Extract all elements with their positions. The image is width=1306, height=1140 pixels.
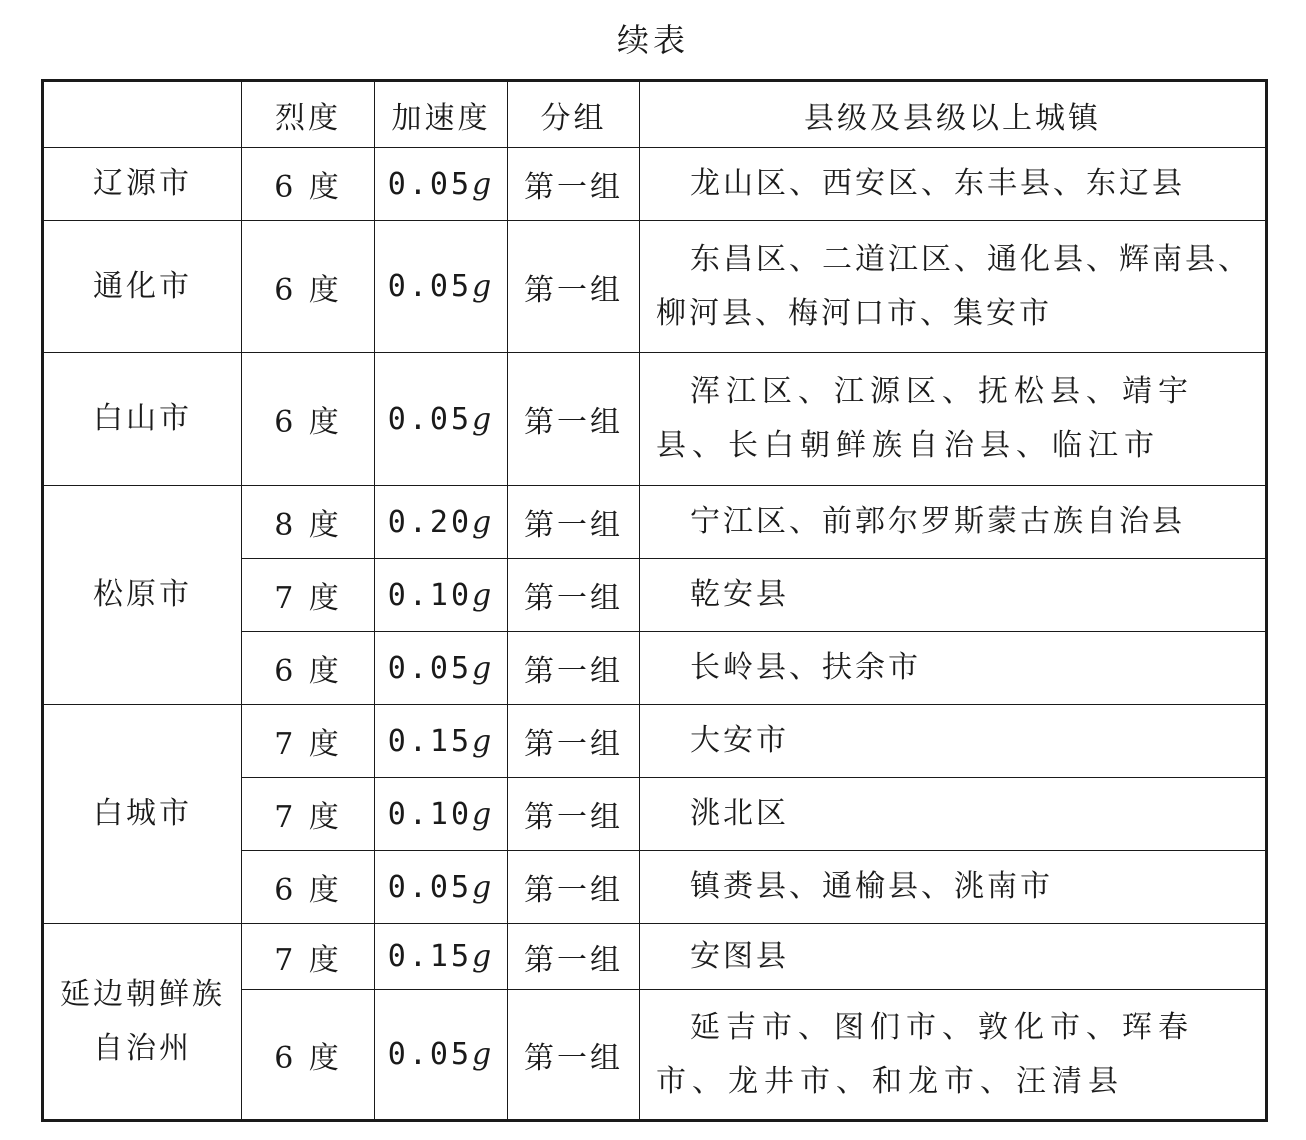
- group-cell: 第一组: [508, 705, 640, 778]
- acceleration-cell: [375, 632, 508, 705]
- group-cell: 第一组: [508, 353, 640, 486]
- accel-value: 0.05: [387, 401, 473, 437]
- city-cell: 辽源市: [43, 148, 242, 221]
- header-intensity: 烈度: [242, 81, 375, 148]
- table-title: 续表: [616, 21, 689, 59]
- group-cell: 第一组: [508, 221, 640, 353]
- towns-cell: 长岭县、扶余市: [640, 632, 1267, 705]
- header-acceleration: 加速度: [375, 81, 508, 148]
- intensity-cell: 7 度: [242, 559, 375, 632]
- intensity-cell: 6 度: [242, 851, 375, 924]
- intensity-cell: 6 度: [242, 353, 375, 486]
- accel-unit: g: [472, 166, 495, 202]
- acceleration-cell: [375, 705, 508, 778]
- accel-value: 0.05: [387, 650, 473, 686]
- acceleration-cell: [375, 221, 508, 353]
- towns-cell: 乾安县: [640, 559, 1267, 632]
- towns-cell: 镇赉县、通榆县、洮南市: [640, 851, 1267, 924]
- city-cell: 松原市: [43, 486, 242, 705]
- accel-value: 0.05: [387, 269, 473, 304]
- intensity-cell: 6 度: [242, 148, 375, 221]
- acceleration-cell: [375, 559, 508, 632]
- accel-value: 0.15: [387, 939, 473, 974]
- table-row: [43, 705, 1267, 778]
- accel-unit: g: [472, 401, 495, 437]
- acceleration-cell: [375, 148, 508, 221]
- towns-cell: 龙山区、西安区、东丰县、东辽县: [640, 148, 1267, 221]
- city-cell: 白城市: [43, 705, 242, 924]
- accel-unit: g: [472, 723, 495, 759]
- acceleration-cell: [375, 353, 508, 486]
- city-cell: 通化市: [43, 221, 242, 353]
- header-city: [43, 81, 242, 148]
- table-header-row: [43, 81, 1267, 148]
- accel-value: 0.10: [387, 796, 473, 832]
- accel-unit: g: [472, 1037, 495, 1072]
- header-towns: 县级及县级以上城镇: [640, 81, 1267, 148]
- accel-value: 0.05: [387, 869, 473, 905]
- accel-value: 0.05: [387, 1037, 473, 1072]
- group-cell: 第一组: [508, 778, 640, 851]
- table-row: [43, 486, 1267, 559]
- accel-value: 0.05: [387, 166, 473, 202]
- towns-cell: 宁江区、前郭尔罗斯蒙古族自治县: [640, 486, 1267, 559]
- accel-unit: g: [472, 577, 495, 613]
- acceleration-cell: [375, 924, 508, 990]
- group-cell: 第一组: [508, 632, 640, 705]
- table-row: [43, 924, 1267, 990]
- city-cell: 延边朝鲜族自治州: [43, 924, 242, 1121]
- table-row: [43, 221, 1267, 353]
- city-cell: 白山市: [43, 353, 242, 486]
- accel-value: 0.20: [387, 504, 473, 540]
- table-row: [43, 353, 1267, 486]
- accel-unit: g: [472, 796, 495, 832]
- header-group: 分组: [508, 81, 640, 148]
- group-cell: 第一组: [508, 486, 640, 559]
- accel-unit: g: [472, 650, 495, 686]
- towns-cell: 浑江区、江源区、抚松县、靖宇县、长白朝鲜族自治县、临江市: [640, 353, 1267, 486]
- accel-unit: g: [472, 939, 495, 974]
- towns-cell: 东昌区、二道江区、通化县、辉南县、柳河县、梅河口市、集安市: [640, 221, 1267, 353]
- table-row: [43, 148, 1267, 221]
- intensity-cell: 8 度: [242, 486, 375, 559]
- intensity-cell: 6 度: [242, 221, 375, 353]
- acceleration-cell: [375, 778, 508, 851]
- acceleration-cell: [375, 990, 508, 1121]
- towns-cell: 大安市: [640, 705, 1267, 778]
- acceleration-cell: [375, 486, 508, 559]
- group-cell: 第一组: [508, 559, 640, 632]
- intensity-cell: 7 度: [242, 705, 375, 778]
- group-cell: 第一组: [508, 990, 640, 1121]
- accel-unit: g: [472, 504, 495, 540]
- towns-cell: 安图县: [640, 924, 1267, 990]
- seismic-parameter-table: [41, 79, 1268, 1122]
- group-cell: 第一组: [508, 851, 640, 924]
- intensity-cell: 7 度: [242, 924, 375, 990]
- intensity-cell: 7 度: [242, 778, 375, 851]
- accel-value: 0.15: [387, 723, 473, 759]
- intensity-cell: 6 度: [242, 632, 375, 705]
- accel-unit: g: [472, 269, 495, 304]
- accel-unit: g: [472, 869, 495, 905]
- accel-value: 0.10: [387, 577, 473, 613]
- group-cell: 第一组: [508, 924, 640, 990]
- towns-cell: 洮北区: [640, 778, 1267, 851]
- group-cell: 第一组: [508, 148, 640, 221]
- acceleration-cell: [375, 851, 508, 924]
- intensity-cell: 6 度: [242, 990, 375, 1121]
- towns-cell: 延吉市、图们市、敦化市、珲春市、龙井市、和龙市、汪清县: [640, 990, 1267, 1121]
